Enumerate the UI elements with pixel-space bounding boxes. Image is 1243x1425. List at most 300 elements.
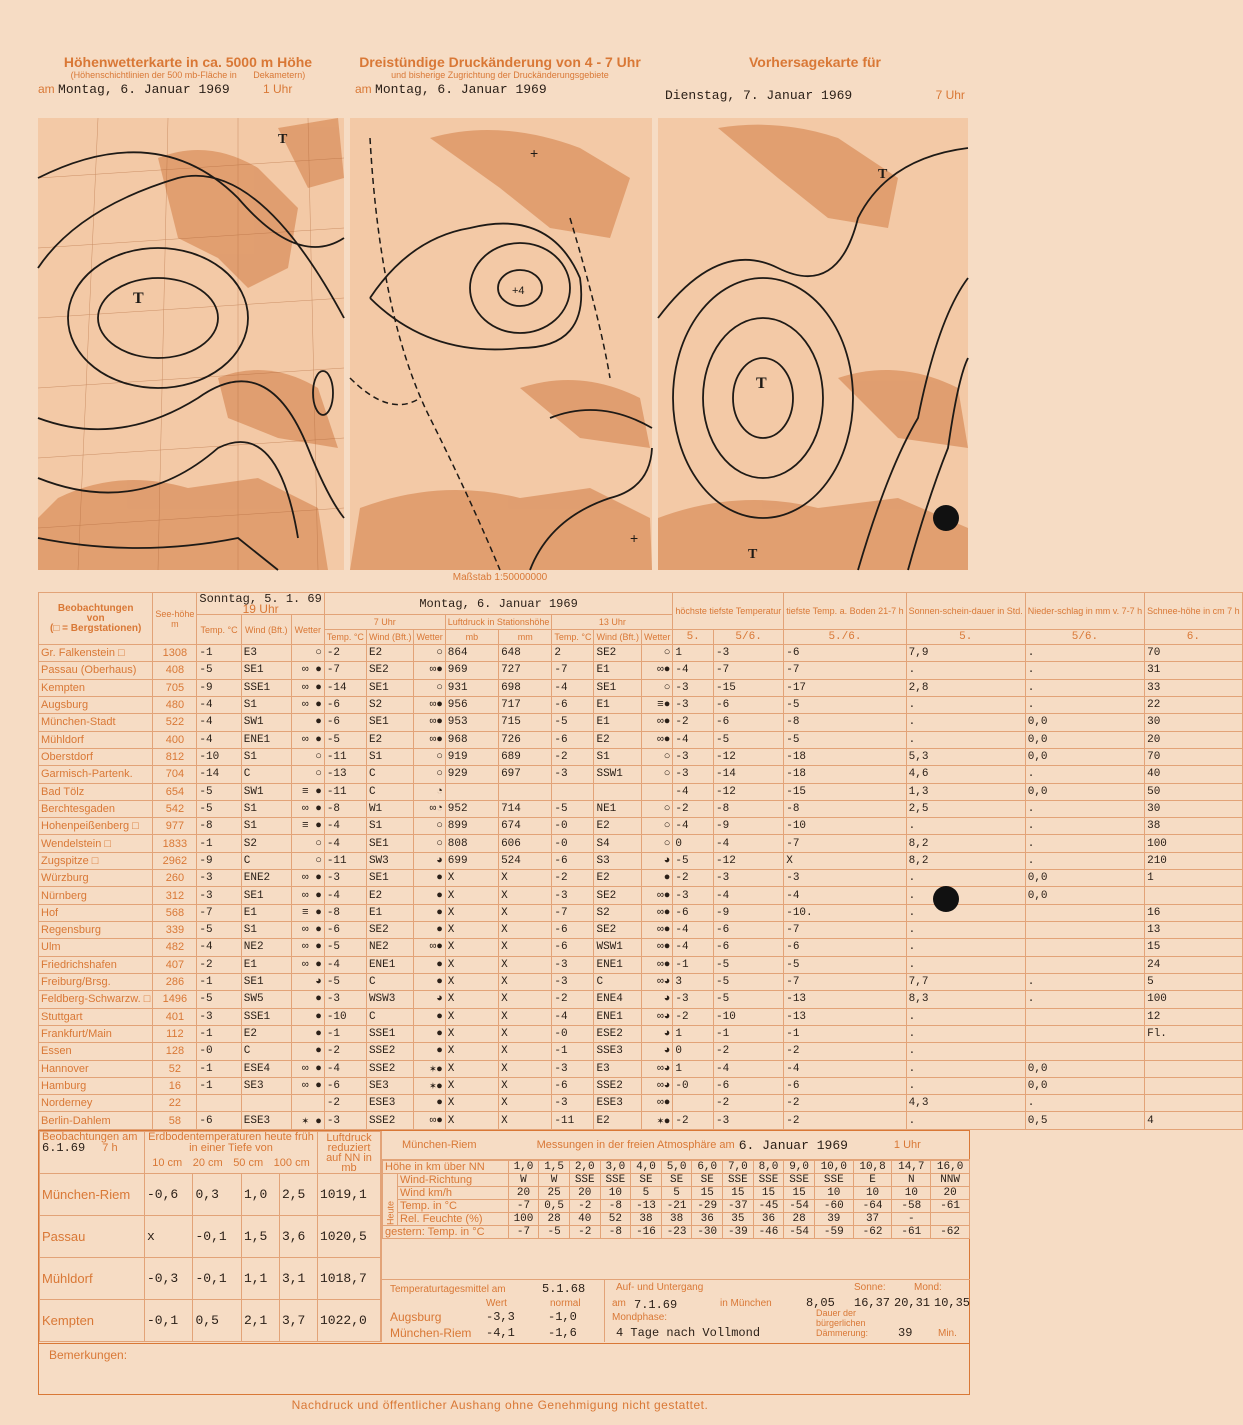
station-value: -4 bbox=[784, 887, 906, 904]
station-value: 24 bbox=[1145, 956, 1243, 973]
soil-pressure: 1020,5 bbox=[318, 1216, 381, 1258]
station-value: S1 bbox=[594, 748, 642, 765]
atmosphere-table bbox=[382, 1160, 970, 1239]
weather-maps bbox=[38, 118, 968, 570]
tt-label: Temperaturtagesmittel am bbox=[390, 1284, 506, 1295]
atm-value: 10 bbox=[853, 1187, 892, 1200]
atm-value: 15 bbox=[753, 1187, 784, 1200]
atm-station: München-Riem bbox=[402, 1139, 477, 1151]
station-value: ENE4 bbox=[594, 991, 642, 1008]
atm-value: -62 bbox=[931, 1226, 970, 1239]
station-value: . bbox=[1025, 973, 1144, 990]
soil-station: Kempten bbox=[40, 1300, 145, 1342]
station-value: ∞● bbox=[642, 956, 673, 973]
station-value: -6 bbox=[552, 696, 594, 713]
station-value: -3 bbox=[714, 870, 784, 887]
station-value: ∞● bbox=[414, 714, 445, 731]
station-value: -1 bbox=[324, 1025, 366, 1042]
station-row bbox=[39, 922, 1243, 939]
station-value: SE1 bbox=[366, 679, 414, 696]
station-value: ∞● bbox=[414, 731, 445, 748]
atm-value: 0,5 bbox=[539, 1200, 570, 1213]
station-value: ∞◕ bbox=[642, 1008, 673, 1025]
station-value: . bbox=[1025, 818, 1144, 835]
station-value bbox=[594, 783, 642, 800]
station-value: ○ bbox=[642, 766, 673, 783]
station-name: Freiburg/Brsg. bbox=[39, 973, 153, 990]
station-value: 899 bbox=[445, 818, 498, 835]
station-value: 3 bbox=[673, 973, 714, 990]
station-value: -6 bbox=[784, 939, 906, 956]
station-value: 727 bbox=[499, 662, 552, 679]
atm-value: -54 bbox=[784, 1200, 815, 1213]
station-value: . bbox=[906, 956, 1025, 973]
station-value: -5 bbox=[197, 800, 241, 817]
station-value: 674 bbox=[499, 818, 552, 835]
station-value: -6 bbox=[552, 731, 594, 748]
station-name: Norderney bbox=[39, 1095, 153, 1112]
map2-am: am bbox=[355, 82, 372, 96]
station-value: -5 bbox=[784, 731, 906, 748]
atm-value: -54 bbox=[784, 1226, 815, 1239]
atm-value: -2 bbox=[569, 1200, 600, 1213]
station-name: Kempten bbox=[39, 679, 153, 696]
station-value: -2 bbox=[552, 991, 594, 1008]
moonrise: 20,31 bbox=[894, 1296, 931, 1310]
station-value: ESE2 bbox=[594, 1025, 642, 1042]
station-value: 0,0 bbox=[1025, 783, 1144, 800]
station-value: X bbox=[445, 973, 498, 990]
station-row bbox=[39, 1025, 1243, 1042]
station-elevation: 1496 bbox=[153, 991, 197, 1008]
station-value: ESE4 bbox=[241, 1060, 291, 1077]
atm-value: E bbox=[853, 1174, 892, 1187]
station-value: -5 bbox=[197, 922, 241, 939]
bt-erd-head: Erdbodentemperaturen heute früh in einer Tiefe von 10 cm 20 cm 50 cm 100 cm bbox=[145, 1132, 318, 1174]
station-value: ○ bbox=[414, 679, 445, 696]
atm-value: -60 bbox=[814, 1200, 853, 1213]
atm-value: SE bbox=[692, 1174, 723, 1187]
soil-temperature-table bbox=[39, 1131, 381, 1342]
station-value: -3 bbox=[197, 887, 241, 904]
station-value bbox=[1025, 1025, 1144, 1042]
atm-value bbox=[931, 1213, 970, 1226]
station-value: SE1 bbox=[594, 679, 642, 696]
station-value: SSE2 bbox=[366, 1112, 414, 1130]
station-value: -2 bbox=[197, 956, 241, 973]
station-value: ○ bbox=[291, 835, 324, 852]
station-value: -6 bbox=[324, 922, 366, 939]
station-value: 808 bbox=[445, 835, 498, 852]
atm-value: 38 bbox=[661, 1213, 692, 1226]
soil-temp: -0,6 bbox=[145, 1174, 193, 1216]
station-value: -3 bbox=[784, 870, 906, 887]
station-value: -3 bbox=[552, 1095, 594, 1112]
station-value: -8 bbox=[197, 818, 241, 835]
map-scale: Maßstab 1:50000000 bbox=[452, 572, 548, 583]
station-elevation: 482 bbox=[153, 939, 197, 956]
station-value: ≡ ● bbox=[291, 818, 324, 835]
station-value: 4 bbox=[1145, 1112, 1243, 1130]
station-value: ○ bbox=[414, 835, 445, 852]
station-value: -4 bbox=[324, 887, 366, 904]
height-value: 2,0 bbox=[569, 1161, 600, 1174]
map3-date: Dienstag, 7. Januar 1969 bbox=[665, 88, 853, 103]
station-value bbox=[241, 1095, 291, 1112]
daemmer: 39 bbox=[898, 1326, 913, 1340]
height-value: 1,0 bbox=[508, 1161, 539, 1174]
tt-date: 5.1.68 bbox=[542, 1282, 586, 1296]
station-value: -6 bbox=[324, 1077, 366, 1094]
map2-sub: und bisherige Zugrichtung der Druckänderungsgebiete bbox=[391, 70, 609, 80]
station-value: ○ bbox=[642, 645, 673, 662]
station-value: . bbox=[906, 1043, 1025, 1060]
height-value: 1,5 bbox=[539, 1161, 570, 1174]
station-value: ◕ bbox=[642, 991, 673, 1008]
station-value: NE2 bbox=[366, 939, 414, 956]
station-value: -3 bbox=[673, 696, 714, 713]
station-value: -4 bbox=[673, 783, 714, 800]
atm-value: -7 bbox=[508, 1200, 539, 1213]
station-value: X bbox=[445, 887, 498, 904]
station-row bbox=[39, 766, 1243, 783]
height-value: 16,0 bbox=[931, 1161, 970, 1174]
station-value: ● bbox=[291, 1025, 324, 1042]
th-13uhr: 13 Uhr bbox=[552, 615, 673, 630]
heute-label: Heute bbox=[383, 1174, 398, 1226]
station-row bbox=[39, 1043, 1243, 1060]
station-value: -5 bbox=[714, 731, 784, 748]
station-value: 30 bbox=[1145, 800, 1243, 817]
station-name: Hohenpeißenberg □ bbox=[39, 818, 153, 835]
atm-value: -58 bbox=[892, 1200, 931, 1213]
station-value: 12 bbox=[1145, 1008, 1243, 1025]
station-value: ✶● bbox=[642, 1112, 673, 1130]
station-value: -3 bbox=[552, 766, 594, 783]
station-value: 1 bbox=[673, 645, 714, 662]
station-value: X bbox=[445, 922, 498, 939]
moonset: 10,35 bbox=[934, 1296, 971, 1310]
map2-date: Montag, 6. Januar 1969 bbox=[375, 82, 547, 97]
station-name: Augsburg bbox=[39, 696, 153, 713]
station-value: ◕ bbox=[414, 991, 445, 1008]
svg-text:+: + bbox=[630, 530, 639, 546]
station-value: -2 bbox=[714, 1043, 784, 1060]
station-value: ✶ ● bbox=[291, 1112, 324, 1130]
station-value: SSE2 bbox=[366, 1043, 414, 1060]
station-value: E2 bbox=[594, 818, 642, 835]
remarks-label: Bemerkungen: bbox=[49, 1348, 128, 1362]
station-value: SSE3 bbox=[594, 1043, 642, 1060]
station-value: SE1 bbox=[366, 835, 414, 852]
station-value: . bbox=[906, 818, 1025, 835]
station-value: . bbox=[906, 1060, 1025, 1077]
station-value: 714 bbox=[499, 800, 552, 817]
station-value: S2 bbox=[366, 696, 414, 713]
station-value: . bbox=[906, 1025, 1025, 1042]
station-value: ● bbox=[414, 956, 445, 973]
station-value: -8 bbox=[714, 800, 784, 817]
map1-unit: Dekametern) bbox=[253, 70, 306, 80]
station-value: 15 bbox=[1145, 939, 1243, 956]
station-row bbox=[39, 835, 1243, 852]
station-value: -1 bbox=[197, 973, 241, 990]
atm-value: 10 bbox=[814, 1187, 853, 1200]
atm-value: 35 bbox=[723, 1213, 754, 1226]
station-value: -7 bbox=[784, 973, 906, 990]
station-value: 8,2 bbox=[906, 835, 1025, 852]
station-value: ○ bbox=[414, 748, 445, 765]
atm-value: W bbox=[508, 1174, 539, 1187]
station-value: X bbox=[499, 1025, 552, 1042]
station-value: . bbox=[1025, 679, 1144, 696]
station-value bbox=[1025, 904, 1144, 921]
station-value: ◕ bbox=[291, 973, 324, 990]
station-name: Ulm bbox=[39, 939, 153, 956]
station-value: X bbox=[445, 1112, 498, 1130]
station-elevation: 260 bbox=[153, 870, 197, 887]
station-value: ∞ ● bbox=[291, 887, 324, 904]
station-value: ○ bbox=[291, 852, 324, 869]
station-value: ○ bbox=[291, 748, 324, 765]
station-value: ○ bbox=[642, 800, 673, 817]
atm-value: -46 bbox=[753, 1226, 784, 1239]
station-value: SE1 bbox=[241, 662, 291, 679]
atm-value: 37 bbox=[853, 1213, 892, 1226]
station-value: . bbox=[906, 1077, 1025, 1094]
atm-value: N bbox=[892, 1174, 931, 1187]
station-value bbox=[1145, 1043, 1243, 1060]
station-value: ∞ ● bbox=[291, 731, 324, 748]
svg-text:T: T bbox=[278, 132, 288, 147]
svg-text:+4: +4 bbox=[512, 285, 525, 297]
station-value: . bbox=[1025, 766, 1144, 783]
th-montag: Montag, 6. Januar 1969 bbox=[324, 593, 673, 615]
atm-value: -7 bbox=[508, 1226, 539, 1239]
station-value: -5 bbox=[324, 939, 366, 956]
station-value: -2 bbox=[673, 800, 714, 817]
station-value: S1 bbox=[366, 748, 414, 765]
station-row bbox=[39, 939, 1243, 956]
station-value: ∞ ● bbox=[291, 956, 324, 973]
station-value: ● bbox=[414, 1008, 445, 1025]
station-value: -2 bbox=[324, 1043, 366, 1060]
station-value: S1 bbox=[241, 800, 291, 817]
map3-time: 7 Uhr bbox=[935, 88, 965, 102]
atm-value: SE bbox=[661, 1174, 692, 1187]
station-value bbox=[1145, 1077, 1243, 1094]
station-value: ≡● bbox=[642, 696, 673, 713]
atm-value: -30 bbox=[692, 1226, 723, 1239]
th-wind-19: Wind (Bft.) bbox=[241, 615, 291, 645]
station-row bbox=[39, 748, 1243, 765]
station-row bbox=[39, 783, 1243, 800]
station-elevation: 1833 bbox=[153, 835, 197, 852]
station-value: E2 bbox=[366, 645, 414, 662]
atm-value: 20 bbox=[569, 1187, 600, 1200]
atm-value: 10 bbox=[600, 1187, 631, 1200]
station-value: ENE1 bbox=[241, 731, 291, 748]
station-value: . bbox=[1025, 645, 1144, 662]
station-elevation: 522 bbox=[153, 714, 197, 731]
station-value: ∞ ● bbox=[291, 662, 324, 679]
station-value: -7 bbox=[552, 904, 594, 921]
station-value bbox=[1145, 1095, 1243, 1112]
atm-value: 28 bbox=[539, 1213, 570, 1226]
station-value: ESE3 bbox=[366, 1095, 414, 1112]
station-value: X bbox=[784, 852, 906, 869]
au-in: in München bbox=[720, 1298, 772, 1309]
station-row bbox=[39, 1077, 1243, 1094]
station-value: -7 bbox=[784, 662, 906, 679]
station-value: -4 bbox=[197, 714, 241, 731]
station-value: SW5 bbox=[241, 991, 291, 1008]
station-value: X bbox=[445, 939, 498, 956]
soil-temp: 3,1 bbox=[279, 1258, 317, 1300]
station-value: . bbox=[906, 696, 1025, 713]
station-value: -6 bbox=[784, 645, 906, 662]
station-value: E1 bbox=[594, 662, 642, 679]
station-value: SW1 bbox=[241, 714, 291, 731]
station-row bbox=[39, 731, 1243, 748]
station-elevation: 286 bbox=[153, 973, 197, 990]
station-name: Frankfurt/Main bbox=[39, 1025, 153, 1042]
station-value: -11 bbox=[552, 1112, 594, 1130]
height-value: 8,0 bbox=[753, 1161, 784, 1174]
station-value: -7 bbox=[784, 835, 906, 852]
station-value: -10 bbox=[324, 1008, 366, 1025]
station-value: ∞● bbox=[642, 1095, 673, 1112]
station-value: ∞● bbox=[642, 714, 673, 731]
atm-label: gestern: Temp. in °C bbox=[383, 1226, 509, 1239]
station-value: 20 bbox=[1145, 731, 1243, 748]
atm-value: -37 bbox=[723, 1200, 754, 1213]
station-value: E1 bbox=[241, 904, 291, 921]
station-value: 50 bbox=[1145, 783, 1243, 800]
station-value: -10 bbox=[784, 818, 906, 835]
station-value: S2 bbox=[594, 904, 642, 921]
station-value: -6 bbox=[324, 714, 366, 731]
station-elevation: 408 bbox=[153, 662, 197, 679]
station-value: 698 bbox=[499, 679, 552, 696]
soil-temp: 3,6 bbox=[279, 1216, 317, 1258]
soil-temp: 1,1 bbox=[241, 1258, 279, 1300]
atm-value: 28 bbox=[784, 1213, 815, 1226]
tt-station: München-Riem bbox=[390, 1326, 472, 1340]
atm-value: 20 bbox=[931, 1187, 970, 1200]
station-name: Wendelstein □ bbox=[39, 835, 153, 852]
station-row bbox=[39, 1112, 1243, 1130]
station-value: -9 bbox=[714, 904, 784, 921]
station-value: -3 bbox=[197, 1008, 241, 1025]
station-value bbox=[1025, 956, 1144, 973]
station-value: -6 bbox=[552, 939, 594, 956]
atm-value: SE bbox=[631, 1174, 662, 1187]
station-elevation: 312 bbox=[153, 887, 197, 904]
station-value: ∞● bbox=[414, 1112, 445, 1130]
station-value: SE3 bbox=[241, 1077, 291, 1094]
station-value: -6 bbox=[673, 904, 714, 921]
station-value: ○ bbox=[414, 818, 445, 835]
station-value: -9 bbox=[197, 852, 241, 869]
station-elevation: 407 bbox=[153, 956, 197, 973]
map1-header bbox=[38, 54, 338, 97]
station-value: -1 bbox=[784, 1025, 906, 1042]
station-value: -13 bbox=[784, 1008, 906, 1025]
atm-value: 5 bbox=[661, 1187, 692, 1200]
station-value: 919 bbox=[445, 748, 498, 765]
daemmer-label: Dauer der bürgerlichen Dämmerung: bbox=[816, 1308, 869, 1338]
station-value: ● bbox=[414, 870, 445, 887]
station-value: -3 bbox=[673, 991, 714, 1008]
station-value: 969 bbox=[445, 662, 498, 679]
station-row bbox=[39, 973, 1243, 990]
station-value: -11 bbox=[324, 748, 366, 765]
atm-value: SSE bbox=[753, 1174, 784, 1187]
station-value: E2 bbox=[366, 887, 414, 904]
station-value: X bbox=[499, 991, 552, 1008]
station-value: 2 bbox=[552, 645, 594, 662]
station-value: ESE3 bbox=[241, 1112, 291, 1130]
station-value: NE2 bbox=[241, 939, 291, 956]
station-value: -4 bbox=[552, 1008, 594, 1025]
station-value: -2 bbox=[673, 870, 714, 887]
station-value: E3 bbox=[594, 1060, 642, 1077]
station-value: -10 bbox=[197, 748, 241, 765]
station-value: 2,5 bbox=[906, 800, 1025, 817]
station-name: Mühldorf bbox=[39, 731, 153, 748]
th-temp-7: Temp. °C bbox=[324, 630, 366, 645]
mondphase-label: Mondphase: bbox=[612, 1312, 668, 1323]
station-value: -2 bbox=[552, 870, 594, 887]
sunset: 16,37 bbox=[854, 1296, 891, 1310]
station-value: ● bbox=[414, 973, 445, 990]
station-value: E3 bbox=[241, 645, 291, 662]
station-value: . bbox=[906, 887, 1025, 904]
station-value: 0,0 bbox=[1025, 748, 1144, 765]
station-value: S4 bbox=[594, 835, 642, 852]
station-value: ∞ ● bbox=[291, 679, 324, 696]
atm-value: -2 bbox=[569, 1226, 600, 1239]
station-name: Friedrichshafen bbox=[39, 956, 153, 973]
station-value: -3 bbox=[673, 679, 714, 696]
station-value bbox=[1025, 1008, 1144, 1025]
station-value: -6 bbox=[197, 1112, 241, 1130]
station-name: Regensburg bbox=[39, 922, 153, 939]
station-value: X bbox=[499, 870, 552, 887]
station-value: -8 bbox=[324, 904, 366, 921]
station-elevation: 401 bbox=[153, 1008, 197, 1025]
station-value: ◕ bbox=[642, 1043, 673, 1060]
station-row bbox=[39, 887, 1243, 904]
station-value: -7 bbox=[324, 662, 366, 679]
height-row bbox=[383, 1161, 970, 1174]
station-elevation: 58 bbox=[153, 1112, 197, 1130]
station-value: 33 bbox=[1145, 679, 1243, 696]
atm-value: 15 bbox=[692, 1187, 723, 1200]
station-value: 70 bbox=[1145, 645, 1243, 662]
station-value: . bbox=[906, 1008, 1025, 1025]
station-value: 0,0 bbox=[1025, 714, 1144, 731]
atm-row bbox=[383, 1226, 970, 1239]
station-value: E1 bbox=[594, 714, 642, 731]
station-value: -4 bbox=[324, 835, 366, 852]
station-value: E2 bbox=[594, 731, 642, 748]
atm-value: -5 bbox=[539, 1226, 570, 1239]
station-value: -5 bbox=[714, 973, 784, 990]
soil-temp: 3,7 bbox=[279, 1300, 317, 1342]
atm-value: -61 bbox=[931, 1200, 970, 1213]
